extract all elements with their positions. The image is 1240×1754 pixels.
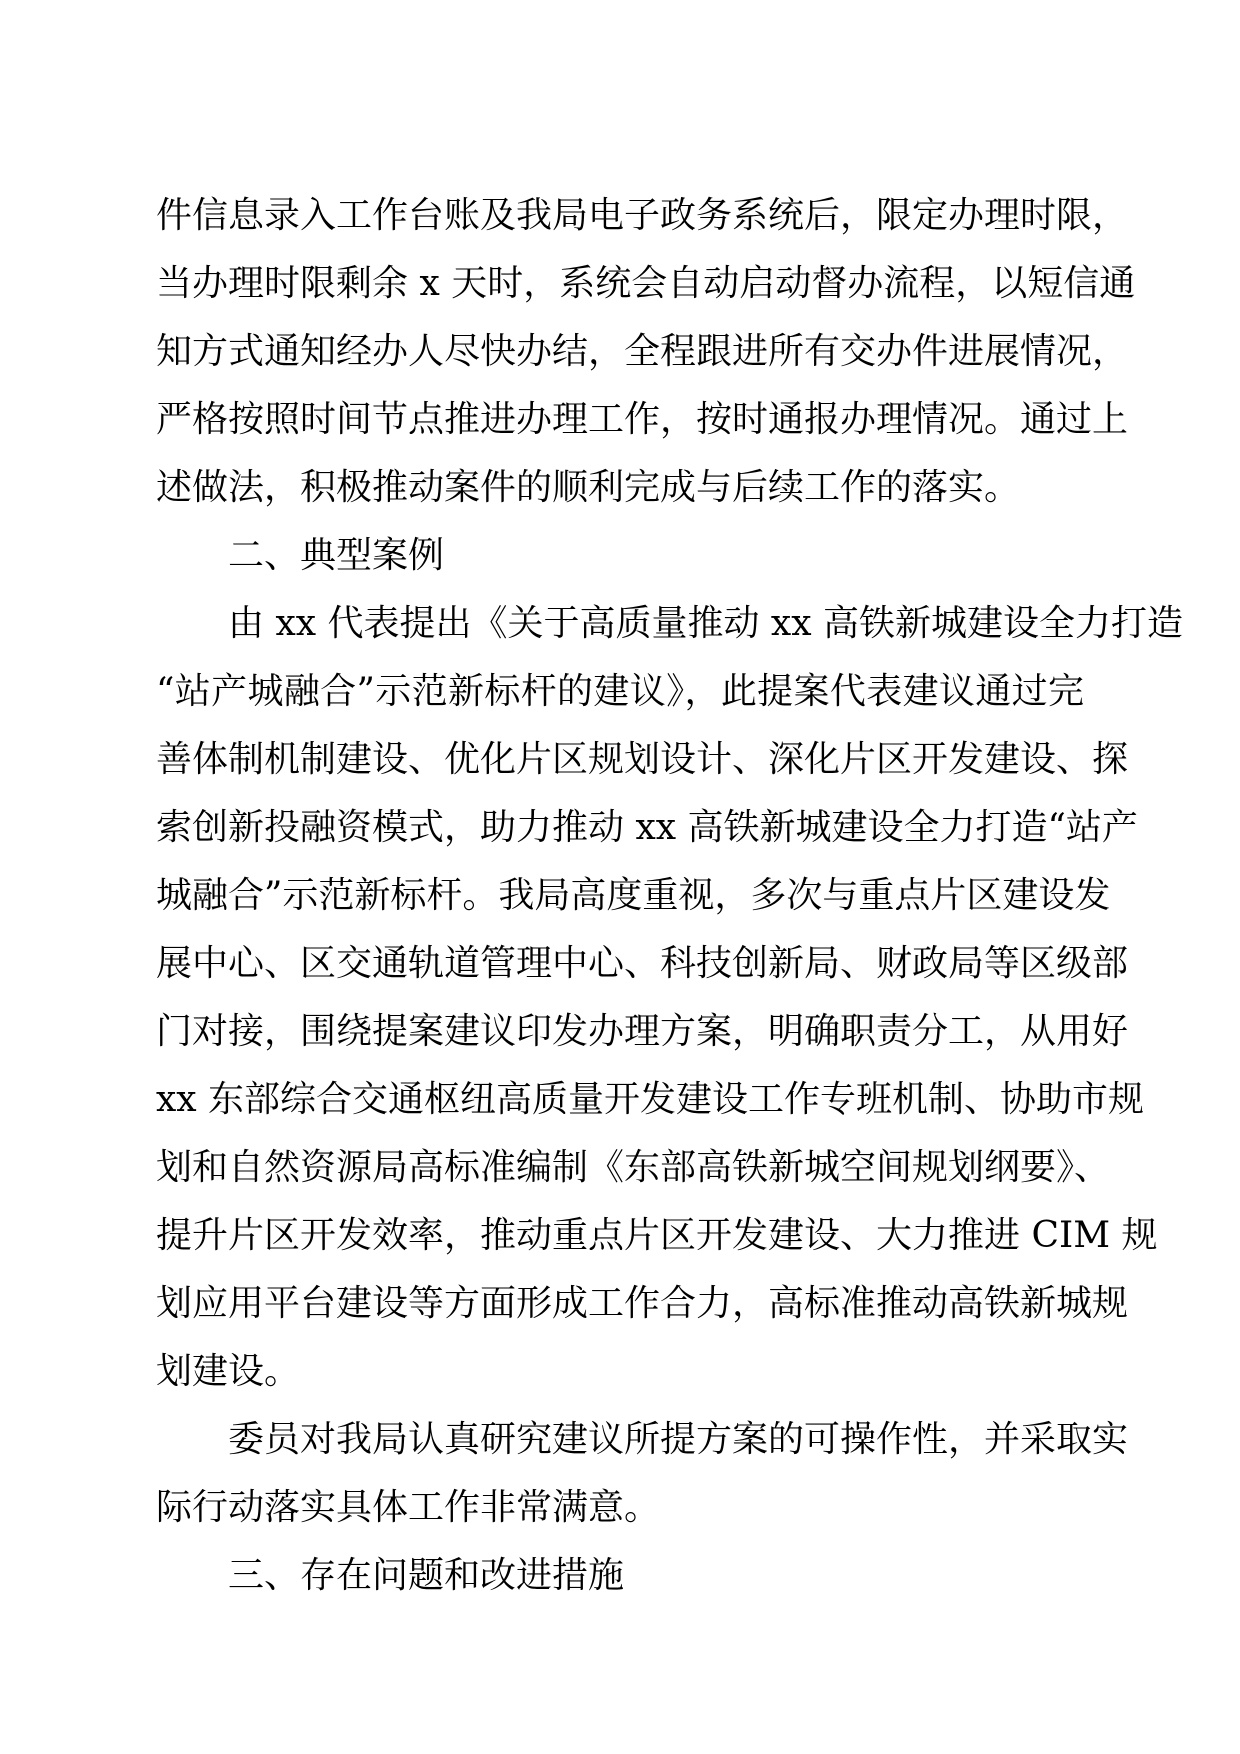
text-line: 城融合”示范新标杆。我局高度重视，多次与重点片区建设发 [156,875,1111,916]
paragraph-committee-feedback [156,1406,1129,1542]
text-line: 门对接，围绕提案建议印发办理方案，明确职责分工，从用好 [156,1011,1129,1052]
section-heading-problems-improvements [156,1542,1084,1610]
text-line: xx 东部综合交通枢纽高质量开发建设工作专班机制、协助市规 [156,1079,1145,1120]
paragraph-case-description [156,590,1183,1406]
text-line: 知方式通知经办人尽快办结，全程跟进所有交办件进展情况， [156,331,1129,372]
heading-text: 二、典型案例 [228,535,445,576]
text-line: 严格按照时间节点推进办理工作，按时通报办理情况。通过上 [156,399,1129,440]
text-line: 索创新投融资模式，助力推动 xx 高铁新城建设全力打造“站产 [156,807,1138,848]
text-line: 述做法，积极推动案件的顺利完成与后续工作的落实。 [156,467,1021,508]
document-page [156,182,1183,1610]
text-line: 件信息录入工作台账及我局电子政务系统后，限定办理时限， [156,195,1129,236]
text-line: 当办理时限剩余 x 天时，系统会自动启动督办流程，以短信通 [156,263,1136,304]
text-line: 际行动落实具体工作非常满意。 [156,1487,661,1528]
text-line: 划建设。 [156,1351,301,1392]
text-line: 展中心、区交通轨道管理中心、科技创新局、财政局等区级部 [156,943,1129,984]
text-line: 划和自然资源局高标准编制《东部高铁新城空间规划纲要》、 [156,1147,1111,1188]
text-line: 由 xx 代表提出《关于高质量推动 xx 高铁新城建设全力打造 [228,603,1183,644]
paragraph-work-process [156,182,1136,522]
section-heading-typical-cases [156,522,1084,590]
text-line: 划应用平台建设等方面形成工作合力，高标准推动高铁新城规 [156,1283,1129,1324]
text-line: 提升片区开发效率，推动重点片区开发建设、大力推进 CIM 规 [156,1215,1158,1256]
heading-text: 三、存在问题和改进措施 [228,1555,625,1596]
text-line: “站产城融合”示范新标杆的建议》，此提案代表建议通过完 [156,671,1084,712]
text-line: 委员对我局认真研究建议所提方案的可操作性，并采取实 [228,1419,1129,1460]
text-line: 善体制机制建设、优化片区规划设计、深化片区开发建设、探 [156,739,1129,780]
